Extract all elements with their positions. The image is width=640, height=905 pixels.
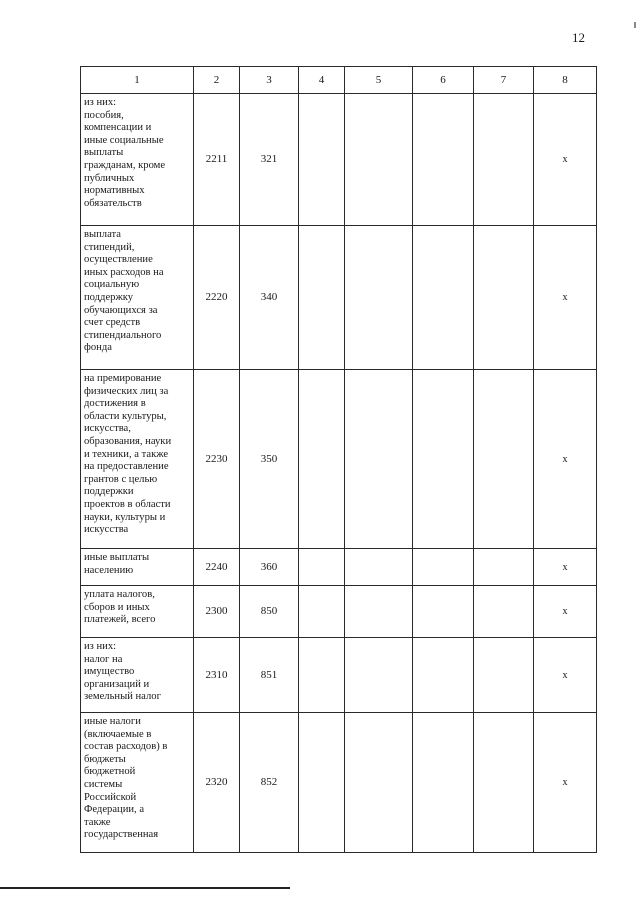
row-description: уплата налогов, сборов и иных платежей, всего xyxy=(81,586,194,638)
empty-cell xyxy=(345,94,413,226)
empty-cell xyxy=(299,713,345,853)
empty-cell xyxy=(299,586,345,638)
table-row xyxy=(81,226,597,370)
row-mark: x xyxy=(534,370,597,549)
row-description: на премирование физических лиц за достижения в области культуры, искусства, образования, науки и техники, а также на предоставление грантов с целью поддержки проектов в области науки, культуры и искусства xyxy=(81,370,194,549)
column-header: 6 xyxy=(413,67,474,94)
row-mark: x xyxy=(534,226,597,370)
empty-cell xyxy=(413,713,474,853)
table-row xyxy=(81,713,597,853)
empty-cell xyxy=(413,226,474,370)
empty-cell xyxy=(474,370,534,549)
row-kbk: 340 xyxy=(240,226,299,370)
column-header: 2 xyxy=(194,67,240,94)
empty-cell xyxy=(474,713,534,853)
row-code: 2220 xyxy=(194,226,240,370)
column-header: 8 xyxy=(534,67,597,94)
row-kbk: 321 xyxy=(240,94,299,226)
row-kbk: 350 xyxy=(240,370,299,549)
row-kbk: 852 xyxy=(240,713,299,853)
row-mark: x xyxy=(534,638,597,713)
empty-cell xyxy=(345,586,413,638)
row-mark: x xyxy=(534,713,597,853)
row-code: 2320 xyxy=(194,713,240,853)
empty-cell xyxy=(413,94,474,226)
row-kbk: 360 xyxy=(240,549,299,586)
empty-cell xyxy=(345,638,413,713)
empty-cell xyxy=(474,549,534,586)
column-header: 7 xyxy=(474,67,534,94)
column-header: 4 xyxy=(299,67,345,94)
empty-cell xyxy=(299,638,345,713)
empty-cell xyxy=(345,713,413,853)
table-row xyxy=(81,638,597,713)
row-mark: x xyxy=(534,586,597,638)
empty-cell xyxy=(299,370,345,549)
table-row xyxy=(81,370,597,549)
empty-cell xyxy=(345,226,413,370)
row-description: иные налоги (включаемые в состав расходов) в бюджеты бюджетной системы Российской Федерации, а также государственная xyxy=(81,713,194,853)
row-code: 2300 xyxy=(194,586,240,638)
page-footer-rule xyxy=(0,887,290,889)
empty-cell xyxy=(474,94,534,226)
empty-cell xyxy=(413,370,474,549)
row-code: 2240 xyxy=(194,549,240,586)
row-mark: x xyxy=(534,94,597,226)
table-row xyxy=(81,586,597,638)
empty-cell xyxy=(299,549,345,586)
page-number: 12 xyxy=(572,30,585,45)
column-header: 3 xyxy=(240,67,299,94)
row-code: 2211 xyxy=(194,94,240,226)
column-header: 5 xyxy=(345,67,413,94)
budget-table xyxy=(80,66,597,853)
row-mark: x xyxy=(534,549,597,586)
row-code: 2230 xyxy=(194,370,240,549)
row-description: из них: пособия, компенсации и иные социальные выплаты гражданам, кроме публичных нормативных обязательств xyxy=(81,94,194,226)
table-header-row xyxy=(81,67,597,94)
row-code: 2310 xyxy=(194,638,240,713)
empty-cell xyxy=(299,226,345,370)
empty-cell xyxy=(413,586,474,638)
column-header: 1 xyxy=(81,67,194,94)
empty-cell xyxy=(474,586,534,638)
empty-cell xyxy=(345,549,413,586)
empty-cell xyxy=(474,638,534,713)
row-description: иные выплаты населению xyxy=(81,549,194,586)
row-kbk: 850 xyxy=(240,586,299,638)
table-row xyxy=(81,94,597,226)
empty-cell xyxy=(299,94,345,226)
empty-cell xyxy=(413,549,474,586)
empty-cell xyxy=(345,370,413,549)
empty-cell xyxy=(413,638,474,713)
scan-artifact xyxy=(634,22,636,28)
row-description: выплата стипендий, осуществление иных расходов на социальную поддержку обучающихся за счет средств стипендиального фонда xyxy=(81,226,194,370)
empty-cell xyxy=(474,226,534,370)
row-description: из них: налог на имущество организаций и земельный налог xyxy=(81,638,194,713)
row-kbk: 851 xyxy=(240,638,299,713)
table-row xyxy=(81,549,597,586)
